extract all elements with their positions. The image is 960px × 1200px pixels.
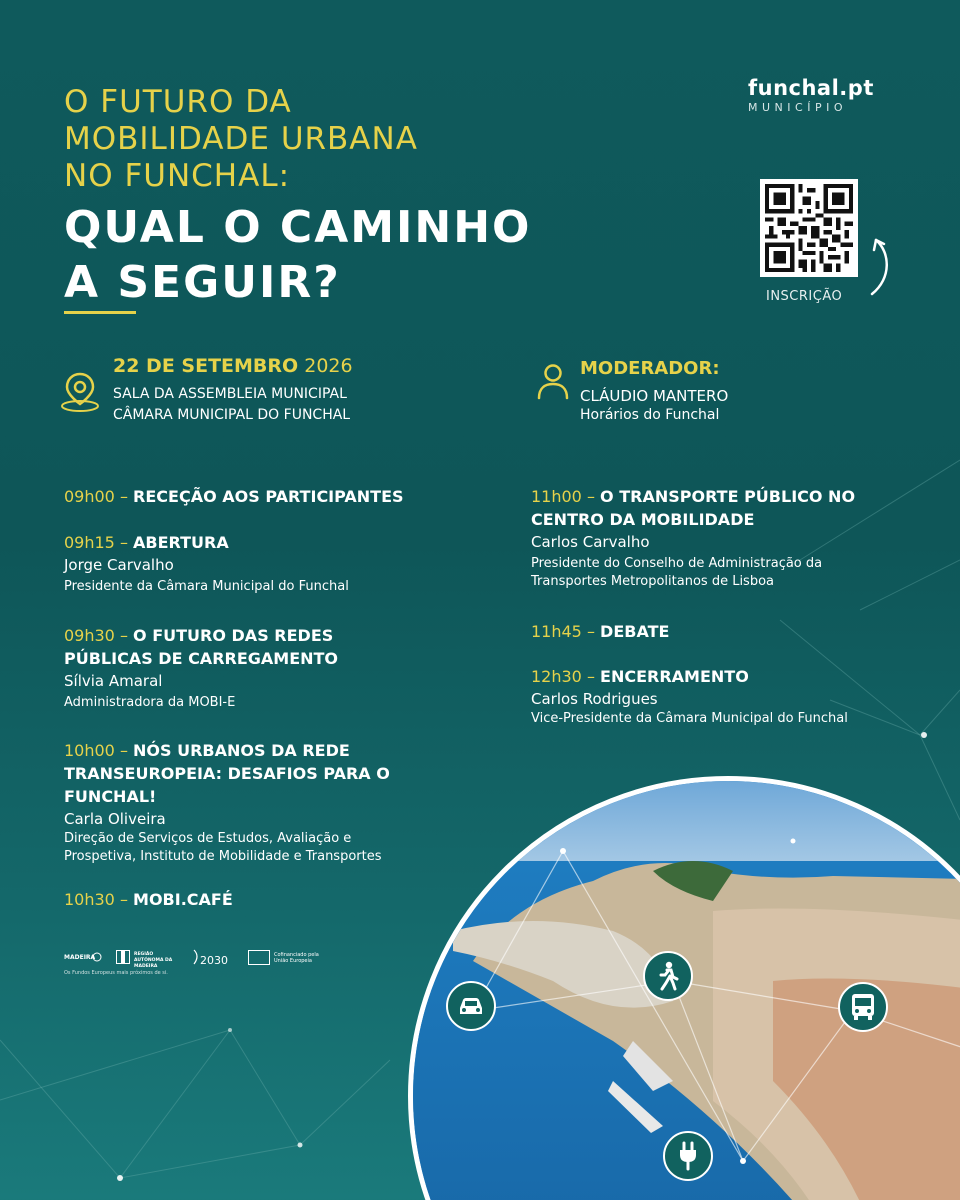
agenda-time: 11h00 [531, 487, 582, 506]
speaker-role: Administradora da MOBI-E [64, 695, 236, 710]
moderator-org: Horários do Funchal [580, 407, 720, 423]
agenda-item-1030: 10h30 – MOBI.CAFÉ [64, 890, 233, 909]
person-icon [535, 362, 571, 402]
speaker-role: Vice-Presidente da Câmara Municipal do Funchal [531, 711, 848, 726]
curved-arrow-icon [866, 234, 896, 298]
moderator-label: MODERADOR: [580, 358, 720, 379]
agenda-item-1145: 11h45 – DEBATE [531, 622, 670, 641]
event-date-year: 2026 [304, 355, 353, 377]
madeira-logo: MADEIRA [64, 948, 104, 968]
funding-note: Os Fundos Europeus mais próximos de si. [64, 970, 168, 976]
agenda-title: O FUTURO DAS REDES [133, 626, 334, 645]
regiao-autonoma-logo: REGIÃO AUTÓNOMA DA MADEIRA [116, 948, 182, 968]
pedestrian-icon [643, 951, 693, 1001]
venue-line-1: SALA DA ASSEMBLEIA MUNICIPAL [113, 386, 347, 402]
agenda-title: ENCERRAMENTO [600, 667, 749, 686]
agenda-title: RECEÇÃO AOS PARTICIPANTES [133, 487, 404, 506]
speaker-role: Direção de Serviços de Estudos, Avaliação e [64, 831, 352, 846]
brand-name: funchal.pt [748, 76, 874, 100]
pedestrian-icon-glyph [655, 961, 681, 991]
agenda-item-1000: 10h00 – NÓS URBANOS DA REDE TRANSEUROPEIA: DESAFIOS PARA O FUNCHAL! Carla Oliveira Direção de Serviços de Estudos, Avaliação e Prospetiva, Instituto de Mobilidade e Transportes [64, 739, 504, 866]
speaker-role-line-2: Prospetiva, Instituto de Mobilidade e Transportes [64, 849, 382, 864]
agenda-title-line-2: TRANSEUROPEIA: DESAFIOS PARA O [64, 764, 390, 783]
eu-flag-icon [248, 950, 270, 965]
title-line-1: O FUTURO DA [64, 84, 292, 120]
title-main [64, 200, 624, 310]
car-icon-glyph [456, 994, 486, 1018]
registration-qr-code[interactable] [760, 179, 858, 277]
car-icon [446, 981, 496, 1031]
brand-subtitle: MUNICÍPIO [748, 101, 847, 114]
speaker-role-line-2: Transportes Metropolitanos de Lisboa [531, 574, 775, 589]
title-main-line-2: A SEGUIR? [64, 257, 341, 308]
agenda-title-line-2: PÚBLICAS DE CARREGAMENTO [64, 649, 339, 668]
agenda-title-line-2: CENTRO DA MOBILIDADE [531, 510, 755, 529]
title-line-2: MOBILIDADE URBANA [64, 121, 418, 157]
regiao-cross-icon [121, 950, 125, 964]
agenda-item-1100: 11h00 – O TRANSPORTE PÚBLICO NO CENTRO DA MOBILIDADE Carlos Carvalho Presidente do Conselho de Administração da Transportes Metropolitanos de Lisboa [531, 485, 931, 591]
agenda-time: 09h30 [64, 626, 115, 645]
agenda-title: MOBI.CAFÉ [133, 890, 233, 909]
speaker-name: Jorge Carvalho [64, 556, 174, 574]
speaker-name: Sílvia Amaral [64, 672, 163, 690]
agenda-title: ABERTURA [133, 533, 229, 552]
title-line-3: NO FUNCHAL: [64, 158, 291, 194]
speaker-name: Carlos Carvalho [531, 533, 650, 551]
agenda-time: 10h30 [64, 890, 115, 909]
bus-icon [838, 982, 888, 1032]
moderator-name: CLÁUDIO MANTERO [580, 387, 729, 405]
charging-plug-icon [663, 1131, 713, 1181]
agenda-time: 09h00 [64, 487, 115, 506]
agenda-item-0900: 09h00 – RECEÇÃO AOS PARTICIPANTES [64, 487, 404, 506]
agenda-time: 10h00 [64, 741, 115, 760]
agenda-title: NÓS URBANOS DA REDE [133, 741, 350, 760]
speaker-role: Presidente do Conselho de Administração da [531, 556, 823, 571]
speaker-name: Carlos Rodrigues [531, 690, 658, 708]
speaker-role: Presidente da Câmara Municipal do Funchal [64, 579, 349, 594]
agenda-title-line-3: FUNCHAL! [64, 787, 157, 806]
agenda-time: 11h45 [531, 622, 582, 641]
portugal-2030-logo: 2030 [192, 948, 238, 968]
map-pin-icon [58, 370, 102, 414]
agenda-time: 12h30 [531, 667, 582, 686]
venue-line-2: CÂMARA MUNICIPAL DO FUNCHAL [113, 407, 351, 423]
event-date [113, 354, 353, 378]
agenda-time: 09h15 [64, 533, 115, 552]
speaker-name: Carla Oliveira [64, 810, 166, 828]
eu-cofunding-logo: Cofinanciado pela União Europeia [248, 948, 328, 968]
title-subheading [64, 84, 584, 195]
qr-label: INSCRIÇÃO [766, 289, 843, 304]
brand-logo[interactable] [748, 76, 878, 114]
agenda-title: O TRANSPORTE PÚBLICO NO [600, 487, 856, 506]
charging-plug-icon-glyph [675, 1141, 701, 1171]
title-main-line-1: QUAL O CAMINHO [64, 202, 532, 253]
agenda-title: DEBATE [600, 622, 670, 641]
title-underline [64, 311, 136, 314]
agenda-item-0915: 09h15 – ABERTURA Jorge Carvalho Presidente da Câmara Municipal do Funchal [64, 531, 504, 596]
qr-code-icon [765, 184, 853, 272]
agenda-item-0930: 09h30 – O FUTURO DAS REDES PÚBLICAS DE CARREGAMENTO Sílvia Amaral Administradora da MOBI-E [64, 624, 504, 712]
bus-icon-glyph [850, 992, 876, 1022]
agenda-item-1230: 12h30 – ENCERRAMENTO Carlos Rodrigues Vice-Presidente da Câmara Municipal do Funchal [531, 665, 931, 728]
event-date-day: 22 DE SETEMBRO [113, 355, 299, 377]
